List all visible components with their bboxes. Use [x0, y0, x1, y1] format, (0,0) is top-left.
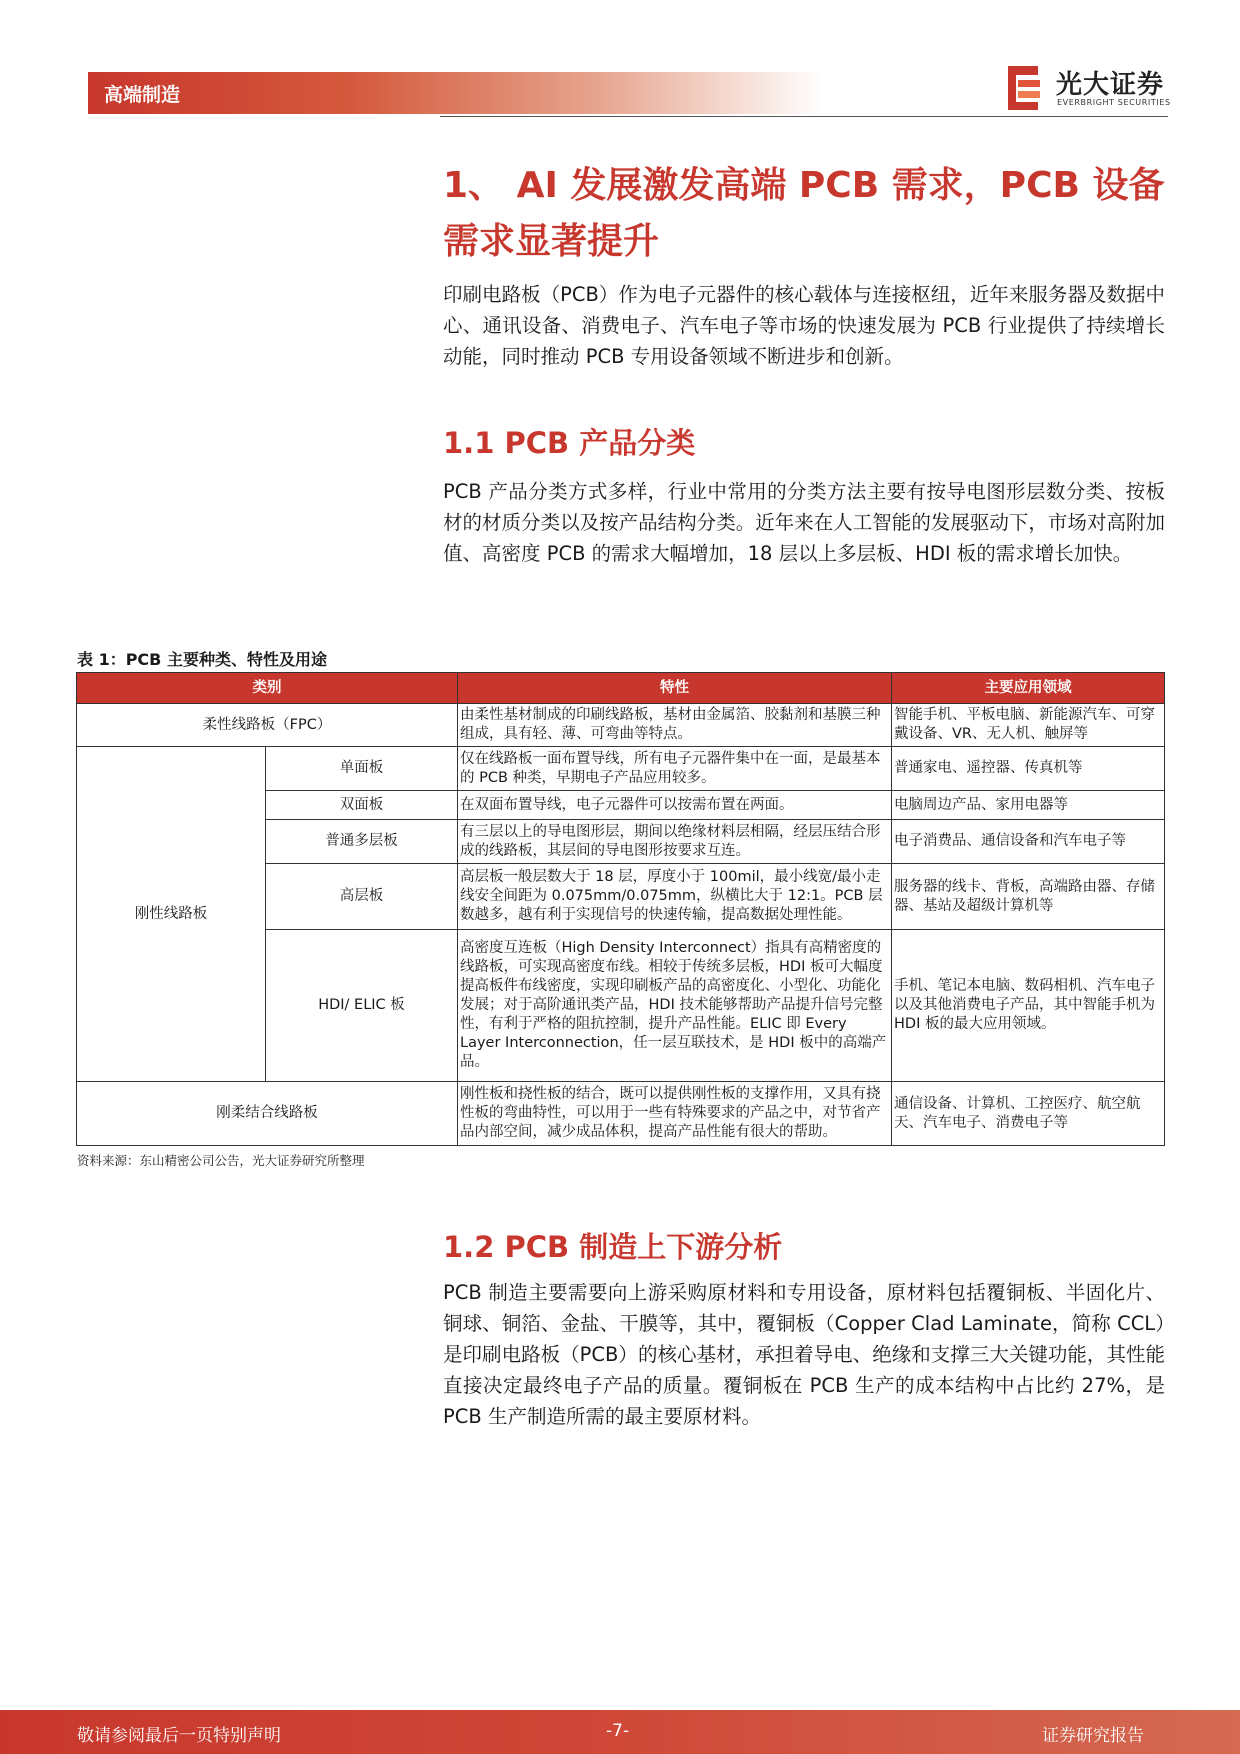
section-1-1-body: PCB 产品分类方式多样，行业中常用的分类方法主要有按导电图形层数分类、按板材的材质分类以及按产品结构分类。近年来在人工智能的发展驱动下，市场对高附加值、高密度 PCB 的需求大幅增加，18 层以上多层板、HDI 板的需求增长加快。 [443, 480, 1165, 565]
feature-cell: 有三层以上的导电图形层，期间以绝缘材料层相隔，经层压结合形成的线路板，其层间的导电图形按要求互连。 [458, 820, 892, 864]
section-header-bar [88, 72, 823, 114]
footer-doc-type: 证券研究报告 [1042, 1726, 1144, 1746]
feature-cell: 由柔性基材制成的印刷线路板，基材由金属箔、胶黏剂和基膜三种组成，具有轻、薄、可弯曲等特点。 [458, 704, 892, 747]
table-title: 表 1：PCB 主要种类、特性及用途 [77, 650, 327, 669]
section-1-2-title: 1.2 PCB 制造上下游分析 [443, 1230, 783, 1264]
footer-disclaimer: 敬请参阅最后一页特别声明 [77, 1726, 281, 1746]
application-cell: 电脑周边产品、家用电器等 [892, 791, 1165, 820]
page-footer [0, 1710, 1240, 1754]
table-header-row [77, 673, 1165, 704]
table-row-rigid-flex [77, 1082, 1165, 1146]
application-cell: 通信设备、计算机、工控医疗、航空航天、汽车电子、消费电子等 [892, 1082, 1165, 1146]
header-feature: 特性 [458, 673, 892, 704]
subcategory-cell: 双面板 [266, 791, 458, 820]
table-row-single-layer [77, 747, 1165, 791]
section-label: 高端制造 [104, 84, 181, 106]
subcategory-cell: 高层板 [266, 864, 458, 930]
logo-chinese-name: 光大证券 [1056, 70, 1165, 100]
table-row-fpc [77, 704, 1165, 747]
subcategory-cell: HDI/ ELIC 板 [266, 930, 458, 1082]
section-1-title: 1、 AI 发展激发高端 PCB 需求，PCB 设备需求显著提升 [443, 165, 1165, 262]
header-application: 主要应用领域 [892, 673, 1165, 704]
everbright-logo [1006, 62, 1172, 114]
feature-cell: 高层板一般层数大于 18 层，厚度小于 100mil，最小线宽/最小走线安全间距为 0.075mm/0.075mm，纵横比大于 12:1。PCB 层数越多，越有利于实现信号的快速传输，提高数据处理性能。 [458, 864, 892, 930]
application-cell: 手机、笔记本电脑、数码相机、汽车电子以及其他消费电子产品，其中智能手机为 HDI 板的最大应用领域。 [892, 930, 1165, 1082]
section-1-intro: 印刷电路板（PCB）作为电子元器件的核心载体与连接枢纽，近年来服务器及数据中心、通讯设备、消费电子、汽车电子等市场的快速发展为 PCB 行业提供了持续增长动能，同时推动 PCB 专用设备领域不断进步和创新。 [443, 283, 1165, 368]
feature-cell: 高密度互连板（High Density Interconnect）指具有高精密度的线路板，可实现高密度布线。相较于传统多层板，HDI 板可大幅度提高板件布线密度，实现印刷板产品的高密度化、小型化、功能化发展；对于高阶通讯类产品，HDI 技术能够帮助产品提升信号完整性，有利于严格的阻抗控制，提升产品性能。ELIC 即 Every Layer Interconnection，任一层互联技术，是 HDI 板中的高端产品。 [458, 930, 892, 1082]
table-source-note: 资料来源：东山精密公司公告，光大证券研究所整理 [77, 1153, 365, 1168]
page-number: -7- [606, 1721, 630, 1741]
application-cell: 电子消费品、通信设备和汽车电子等 [892, 820, 1165, 864]
subcategory-cell: 普通多层板 [266, 820, 458, 864]
everbright-logo-icon [1006, 64, 1042, 112]
category-cell-rigid: 刚性线路板 [77, 747, 266, 1082]
header-category: 类别 [77, 673, 458, 704]
application-cell: 服务器的线卡、背板，高端路由器、存储器、基站及超级计算机等 [892, 864, 1165, 930]
category-cell: 柔性线路板（FPC） [77, 704, 458, 747]
application-cell: 普通家电、遥控器、传真机等 [892, 747, 1165, 791]
section-1-2-body: PCB 制造主要需要向上游采购原材料和专用设备，原材料包括覆铜板、半固化片、铜球、铜箔、金盐、干膜等，其中，覆铜板（Copper Clad Laminate，简称 CCL）是印刷电路板（PCB）的核心基材，承担着导电、绝缘和支撑三大关键功能，其性能直接决定最终电子产品的质量。覆铜板在 PCB 生产的成本结构中占比约 27%，是 PCB 生产制造所需的最主要原材料。 [443, 1281, 1165, 1428]
header-divider [440, 116, 1168, 117]
feature-cell: 仅在线路板一面布置导线，所有电子元器件集中在一面，是最基本的 PCB 种类，早期电子产品应用较多。 [458, 747, 892, 791]
section-1-1-title: 1.1 PCB 产品分类 [443, 426, 696, 460]
subcategory-cell: 单面板 [266, 747, 458, 791]
feature-cell: 刚性板和挠性板的结合，既可以提供刚性板的支撑作用，又具有挠性板的弯曲特性，可以用于一些有特殊要求的产品之中，对节省产品内部空间，减少成品体积，提高产品性能有很大的帮助。 [458, 1082, 892, 1146]
logo-english-name: EVERBRIGHT SECURITIES [1057, 98, 1171, 107]
application-cell: 智能手机、平板电脑、新能源汽车、可穿戴设备、VR、无人机、触屏等 [892, 704, 1165, 747]
pcb-types-table [76, 672, 1165, 1146]
feature-cell: 在双面布置导线，电子元器件可以按需布置在两面。 [458, 791, 892, 820]
category-cell: 刚柔结合线路板 [77, 1082, 458, 1146]
